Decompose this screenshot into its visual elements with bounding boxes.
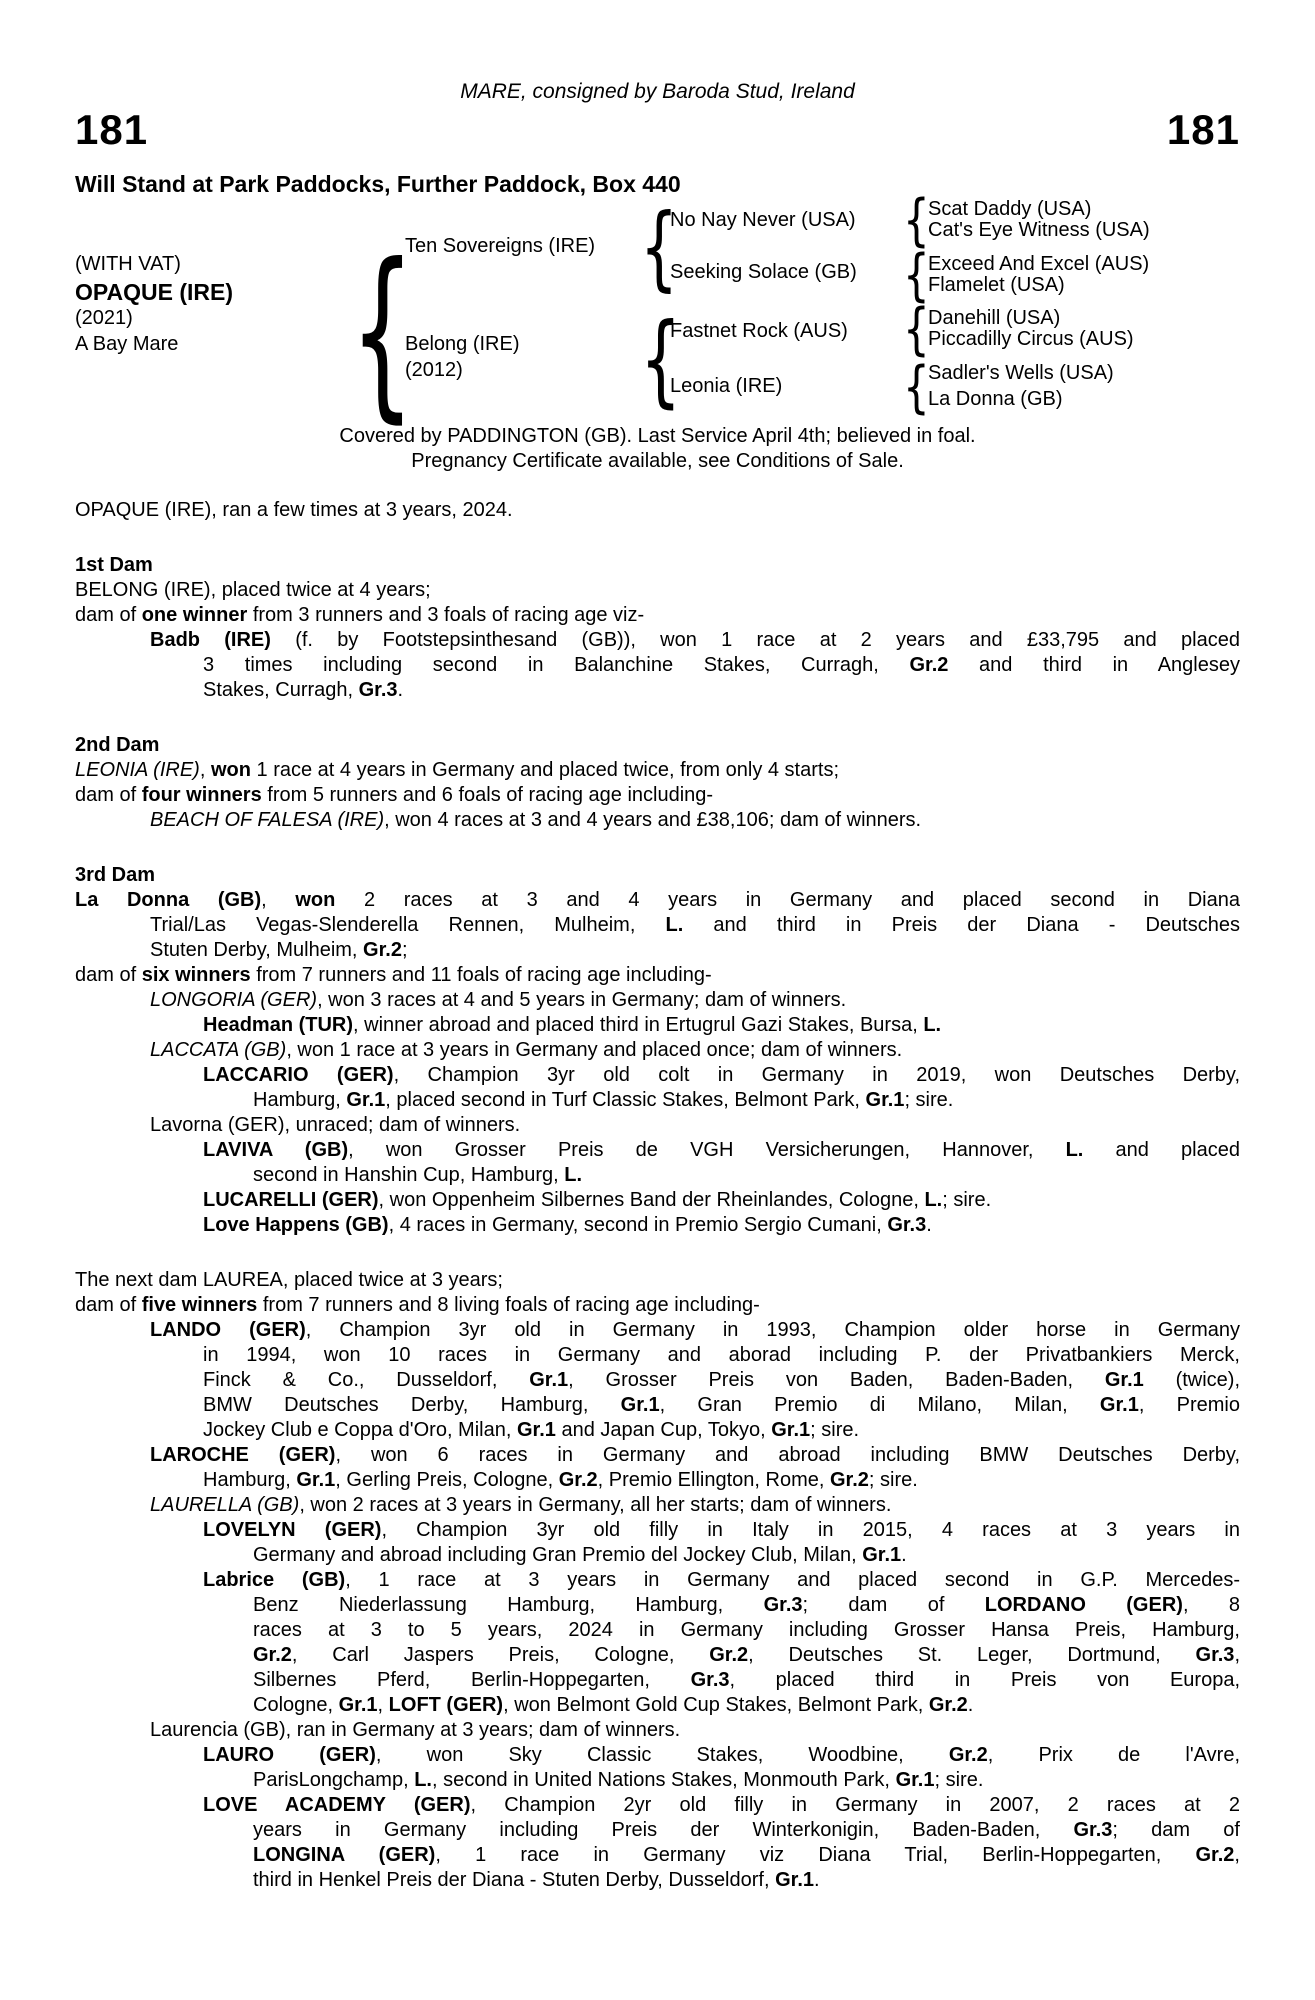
italic-name-text: LEONIA (IRE) xyxy=(75,759,200,781)
pedigree-brace-icon: { xyxy=(903,297,930,362)
catalogue-line xyxy=(75,758,1240,783)
plain-text: Lavorna (GER), unraced; dam of winners. xyxy=(150,1114,521,1136)
emphasis-text: Gr.1 xyxy=(1099,1394,1139,1416)
pedigree-brace-icon: { xyxy=(350,223,415,440)
stand-location-line: Will Stand at Park Paddocks, Further Paddock, Box 440 xyxy=(75,171,681,197)
section-gap xyxy=(75,833,1240,863)
covering-statement: Covered by PADDINGTON (GB). Last Service April 4th; believed in foal. xyxy=(339,425,976,447)
horse-foaling-year: (2021) xyxy=(75,307,133,329)
plain-text: Cologne, xyxy=(253,1694,339,1716)
catalogue-line xyxy=(75,578,1240,603)
plain-text: . xyxy=(814,1869,820,1891)
plain-text: , Gran Premio di Milano, Milan, xyxy=(659,1394,1100,1416)
plain-text: , winner abroad and placed third in Ertugrul Gazi Stakes, Bursa, xyxy=(353,1014,924,1036)
plain-text: , second in United Nations Stakes, Monmouth Park, xyxy=(431,1769,896,1791)
emphasis-text: L. xyxy=(665,914,684,936)
catalogue-line xyxy=(75,628,1240,653)
emphasis-text: LONGINA (GER) xyxy=(253,1844,436,1866)
catalogue-line xyxy=(75,1163,1240,1188)
catalogue-line xyxy=(75,1818,1240,1843)
catalogue-line xyxy=(75,1393,1240,1418)
catalogue-line xyxy=(75,678,1240,703)
emphasis-text: Gr.2 xyxy=(829,1469,869,1491)
plain-text: and third in Preis der Diana - Deutsches xyxy=(683,914,1240,936)
catalogue-line xyxy=(75,783,1240,808)
plain-text: , Gerling Preis, Cologne, xyxy=(335,1469,559,1491)
plain-text: 2 races at 3 and 4 years in Germany and placed second in Diana xyxy=(335,889,1240,911)
catalogue-line xyxy=(75,1293,1240,1318)
great-grandparent-name: Flamelet (USA) xyxy=(928,274,1065,296)
catalogue-line xyxy=(75,888,1240,913)
emphasis-text: Gr.1 xyxy=(771,1419,811,1441)
catalogue-line xyxy=(75,1063,1240,1088)
lot-number-right: 181 xyxy=(1166,106,1240,153)
catalogue-line xyxy=(75,963,1240,988)
plain-text: second in Hanshin Cup, Hamburg, xyxy=(253,1164,565,1186)
plain-text: Finck & Co., Dusseldorf, xyxy=(203,1369,530,1391)
plain-text: Hamburg, xyxy=(203,1469,297,1491)
catalogue-line xyxy=(75,938,1240,963)
horse-name: OPAQUE (IRE) xyxy=(75,279,234,305)
plain-text: from 5 runners and 6 foals of racing age including- xyxy=(261,784,714,806)
pedigree-brace-icon: { xyxy=(640,194,679,301)
italic-name-text: LAURELLA (GB) xyxy=(150,1494,300,1516)
plain-text: , won 4 races at 3 and 4 years and £38,106; dam of winners. xyxy=(384,809,922,831)
plain-text: . xyxy=(901,1544,907,1566)
great-grandparent-name: La Donna (GB) xyxy=(928,388,1063,410)
plain-text: , 8 xyxy=(1182,1594,1240,1616)
emphasis-text: Gr.1 xyxy=(862,1544,902,1566)
plain-text: from 7 runners and 8 living foals of racing age including- xyxy=(257,1294,760,1316)
plain-text: ; sire. xyxy=(904,1089,954,1111)
plain-text: ; sire. xyxy=(868,1469,918,1491)
plain-text: , Prix de l'Avre, xyxy=(987,1744,1241,1766)
emphasis-text: Gr.3 xyxy=(690,1669,730,1691)
plain-text: ; sire. xyxy=(934,1769,984,1791)
emphasis-text: won xyxy=(295,889,336,911)
emphasis-text: Gr.1 xyxy=(338,1694,378,1716)
plain-text: ; xyxy=(401,939,408,961)
catalogue-line xyxy=(75,1188,1240,1213)
catalogue-line xyxy=(75,1013,1240,1038)
plain-text: ; dam of xyxy=(802,1594,985,1616)
plain-text: BMW Deutsches Derby, Hamburg, xyxy=(203,1394,621,1416)
emphasis-text: LORDANO (GER) xyxy=(984,1594,1183,1616)
emphasis-text: LAVIVA (GB) xyxy=(203,1139,349,1161)
emphasis-text: Gr.3 xyxy=(1073,1819,1113,1841)
sire-sire-name: No Nay Never (USA) xyxy=(670,209,856,231)
plain-text: , won Belmont Gold Cup Stakes, Belmont Park, xyxy=(503,1694,929,1716)
plain-text: , xyxy=(377,1694,389,1716)
emphasis-text: Gr.1 xyxy=(865,1089,905,1111)
plain-text: ; sire. xyxy=(942,1189,992,1211)
plain-text: , Champion 3yr old filly in Italy in 2015, 4 races at 3 years in xyxy=(381,1519,1240,1541)
plain-text: Jockey Club e Coppa d'Oro, Milan, xyxy=(203,1419,517,1441)
catalogue-line xyxy=(75,1843,1240,1868)
catalogue-line xyxy=(75,1138,1240,1163)
plain-text: races at 3 to 5 years, 2024 in Germany including Grosser Hansa Preis, Hamburg, xyxy=(253,1619,1240,1641)
emphasis-text: Gr.2 xyxy=(928,1694,968,1716)
great-grandparent-name: Exceed And Excel (AUS) xyxy=(928,253,1150,275)
section-heading: 1st Dam xyxy=(75,554,153,576)
plain-text: , xyxy=(1234,1644,1240,1666)
catalogue-line xyxy=(75,603,1240,628)
plain-text: dam of xyxy=(75,1294,142,1316)
emphasis-text: four winners xyxy=(141,784,262,806)
catalogue-line xyxy=(75,1643,1240,1668)
italic-name-text: BEACH OF FALESA (IRE) xyxy=(150,809,385,831)
emphasis-text: won xyxy=(210,759,251,781)
italic-name-text: LONGORIA (GER) xyxy=(150,989,318,1011)
emphasis-text: five winners xyxy=(141,1294,258,1316)
plain-text: , Premio Ellington, Rome, xyxy=(597,1469,830,1491)
dam-dam-name: Leonia (IRE) xyxy=(670,375,783,397)
emphasis-text: Gr.3 xyxy=(1195,1644,1235,1666)
plain-text: , Premio xyxy=(1138,1394,1240,1416)
plain-text: , xyxy=(199,759,211,781)
emphasis-text: LANDO (GER) xyxy=(150,1319,306,1341)
catalogue-line xyxy=(75,808,1240,833)
plain-text: in 1994, won 10 races in Germany and aborad including P. der Privatbankiers Merck, xyxy=(203,1344,1240,1366)
emphasis-text: Gr.1 xyxy=(516,1419,556,1441)
emphasis-text: Gr.1 xyxy=(1104,1369,1144,1391)
catalogue-line xyxy=(75,1493,1240,1518)
emphasis-text: Gr.1 xyxy=(296,1469,336,1491)
catalogue-line xyxy=(75,1618,1240,1643)
catalogue-line xyxy=(75,1543,1240,1568)
consignor-line: MARE, consigned by Baroda Stud, Ireland xyxy=(460,80,855,103)
emphasis-text: one winner xyxy=(141,604,248,626)
plain-text: from 7 runners and 11 foals of racing age including- xyxy=(250,964,712,986)
great-grandparent-name: Cat's Eye Witness (USA) xyxy=(928,219,1150,241)
horse-description: A Bay Mare xyxy=(75,333,179,355)
catalogue-line xyxy=(75,1868,1240,1893)
emphasis-text: L. xyxy=(923,1014,942,1036)
emphasis-text: Gr.2 xyxy=(558,1469,598,1491)
plain-text: and third in Anglesey xyxy=(948,654,1240,676)
section-gap xyxy=(75,523,1240,553)
plain-text: , won 6 races in Germany and abroad including BMW Deutsches Derby, xyxy=(335,1444,1240,1466)
plain-text: , won 1 race at 3 years in Germany and placed once; dam of winners. xyxy=(286,1039,903,1061)
section-gap xyxy=(75,703,1240,733)
emphasis-text: L. xyxy=(1065,1139,1084,1161)
plain-text: OPAQUE (IRE), ran a few times at 3 years, 2024. xyxy=(75,499,513,521)
sire-name: Ten Sovereigns (IRE) xyxy=(405,235,596,257)
catalogue-line xyxy=(75,1368,1240,1393)
emphasis-text: LACCARIO (GER) xyxy=(203,1064,394,1086)
catalogue-line xyxy=(75,1343,1240,1368)
plain-text: . xyxy=(926,1214,932,1236)
plain-text: , Champion 2yr old filly in Germany in 2007, 2 races at 2 xyxy=(470,1794,1240,1816)
plain-text: 1 race at 4 years in Germany and placed twice, from only 4 starts; xyxy=(250,759,840,781)
plain-text: ; dam of xyxy=(1112,1819,1240,1841)
catalogue-line xyxy=(75,1593,1240,1618)
plain-text: , xyxy=(261,889,296,911)
emphasis-text: LOFT (GER) xyxy=(388,1694,504,1716)
plain-text: ParisLongchamp, xyxy=(253,1769,415,1791)
great-grandparent-name: Sadler's Wells (USA) xyxy=(928,362,1114,384)
emphasis-text: L. xyxy=(924,1189,943,1211)
plain-text: (twice), xyxy=(1143,1369,1241,1391)
emphasis-text: Gr.2 xyxy=(253,1644,292,1666)
emphasis-text: Gr.1 xyxy=(529,1369,569,1391)
emphasis-text: L. xyxy=(414,1769,432,1791)
emphasis-text: Gr.1 xyxy=(346,1089,386,1111)
catalogue-line xyxy=(75,1443,1240,1468)
section-gap xyxy=(75,1238,1240,1268)
catalogue-line xyxy=(75,1793,1240,1818)
dam-name: Belong (IRE) xyxy=(405,333,520,355)
lot-number-left: 181 xyxy=(75,106,149,153)
emphasis-text: Gr.2 xyxy=(1195,1844,1235,1866)
italic-name-text: LACCATA (GB) xyxy=(150,1039,287,1061)
pedigree-brace-icon: { xyxy=(903,355,930,420)
plain-text: Germany and abroad including Gran Premio del Jockey Club, Milan, xyxy=(253,1544,863,1566)
dam-foaling-year: (2012) xyxy=(405,359,463,381)
emphasis-text: Gr.2 xyxy=(909,654,949,676)
emphasis-text: LAURO (GER) xyxy=(203,1744,376,1766)
catalogue-line xyxy=(75,1418,1240,1443)
plain-text: , placed second in Turf Classic Stakes, Belmont Park, xyxy=(385,1089,866,1111)
catalogue-line xyxy=(75,1718,1240,1743)
plain-text: years in Germany including Preis der Winterkonigin, Baden-Baden, xyxy=(253,1819,1074,1841)
plain-text: 3 times including second in Balanchine Stakes, Curragh, xyxy=(203,654,910,676)
emphasis-text: L. xyxy=(564,1164,583,1186)
emphasis-text: Gr.1 xyxy=(895,1769,935,1791)
plain-text: . xyxy=(967,1694,974,1716)
catalogue-line xyxy=(75,1693,1240,1718)
catalogue-line xyxy=(75,1038,1240,1063)
plain-text: , 1 race in Germany viz Diana Trial, Berlin-Hoppegarten, xyxy=(435,1844,1196,1866)
vat-note: (WITH VAT) xyxy=(75,253,181,275)
catalogue-line xyxy=(75,1743,1240,1768)
emphasis-text: Gr.2 xyxy=(709,1644,749,1666)
emphasis-text: Labrice (GB) xyxy=(203,1569,346,1591)
catalogue-line xyxy=(75,1268,1240,1293)
plain-text: and placed xyxy=(1083,1139,1240,1161)
plain-text: and Japan Cup, Tokyo, xyxy=(555,1419,772,1441)
plain-text: Hamburg, xyxy=(253,1089,347,1111)
plain-text: BELONG (IRE), placed twice at 4 years; xyxy=(75,579,431,601)
emphasis-text: Badb (IRE) xyxy=(150,629,271,651)
great-grandparent-name: Piccadilly Circus (AUS) xyxy=(928,328,1134,350)
pedigree-brace-icon: { xyxy=(903,243,930,308)
catalogue-line xyxy=(75,988,1240,1013)
plain-text: , Champion 3yr old in Germany in 1993, Champion older horse in Germany xyxy=(305,1319,1240,1341)
catalogue-line xyxy=(75,1668,1240,1693)
emphasis-text: Headman (TUR) xyxy=(203,1014,354,1036)
plain-text: . xyxy=(397,679,404,701)
pedigree-brace-icon: { xyxy=(640,301,682,418)
catalogue-line xyxy=(75,1318,1240,1343)
emphasis-text: Gr.1 xyxy=(775,1869,815,1891)
plain-text: , placed third in Preis von Europa, xyxy=(729,1669,1240,1691)
plain-text: , won Sky Classic Stakes, Woodbine, xyxy=(375,1744,949,1766)
plain-text: , xyxy=(1234,1844,1240,1866)
plain-text: Benz Niederlassung Hamburg, Hamburg, xyxy=(253,1594,764,1616)
plain-text: , Deutsches St. Leger, Dortmund, xyxy=(748,1644,1196,1666)
emphasis-text: Gr.2 xyxy=(948,1744,988,1766)
plain-text: , won Grosser Preis de VGH Versicherungen, Hannover, xyxy=(348,1139,1066,1161)
emphasis-text: six winners xyxy=(141,964,251,986)
emphasis-text: LUCARELLI (GER) xyxy=(203,1189,379,1211)
emphasis-text: Gr.3 xyxy=(763,1594,803,1616)
emphasis-text: Love Happens (GB) xyxy=(203,1214,389,1236)
catalogue-line xyxy=(75,1518,1240,1543)
catalogue-line xyxy=(75,1468,1240,1493)
plain-text: The next dam LAUREA, placed twice at 3 years; xyxy=(75,1269,503,1291)
pregnancy-certificate-note: Pregnancy Certificate available, see Conditions of Sale. xyxy=(411,450,904,472)
plain-text: ; sire. xyxy=(810,1419,860,1441)
plain-text: third in Henkel Preis der Diana - Stuten Derby, Dusseldorf, xyxy=(253,1869,776,1891)
emphasis-text: LOVELYN (GER) xyxy=(203,1519,382,1541)
section-heading: 3rd Dam xyxy=(75,864,156,886)
catalogue-line xyxy=(75,498,1240,523)
catalogue-line xyxy=(75,1768,1240,1793)
plain-text: dam of xyxy=(75,604,142,626)
catalogue-line xyxy=(75,1113,1240,1138)
great-grandparent-name: Scat Daddy (USA) xyxy=(928,198,1092,220)
plain-text: Trial/Las Vegas-Slenderella Rennen, Mulheim, xyxy=(150,914,666,936)
emphasis-text: Gr.3 xyxy=(887,1214,927,1236)
sire-dam-name: Seeking Solace (GB) xyxy=(670,261,857,283)
catalogue-line xyxy=(75,1088,1240,1113)
catalogue-line xyxy=(75,913,1240,938)
plain-text: , Carl Jaspers Preis, Cologne, xyxy=(291,1644,710,1666)
catalogue-line xyxy=(75,653,1240,678)
plain-text: Stuten Derby, Mulheim, xyxy=(150,939,364,961)
plain-text: dam of xyxy=(75,964,142,986)
plain-text: , won Oppenheim Silbernes Band der Rheinlandes, Cologne, xyxy=(378,1189,925,1211)
dam-sire-name: Fastnet Rock (AUS) xyxy=(670,320,848,342)
plain-text: , won 2 races at 3 years in Germany, all her starts; dam of winners. xyxy=(299,1494,892,1516)
emphasis-text: Gr.2 xyxy=(363,939,402,961)
plain-text: , Champion 3yr old colt in Germany in 2019, won Deutsches Derby, xyxy=(393,1064,1240,1086)
plain-text: , 1 race at 3 years in Germany and placed second in G.P. Mercedes- xyxy=(345,1569,1240,1591)
section-heading: 2nd Dam xyxy=(75,734,160,756)
plain-text: , won 3 races at 4 and 5 years in Germany; dam of winners. xyxy=(317,989,847,1011)
catalogue-body xyxy=(75,498,1240,1893)
emphasis-text: LAROCHE (GER) xyxy=(150,1444,336,1466)
plain-text: dam of xyxy=(75,784,142,806)
plain-text: Silbernes Pferd, Berlin-Hoppegarten, xyxy=(253,1669,691,1691)
plain-text: (f. by Footstepsinthesand (GB)), won 1 race at 2 years and £33,795 and placed xyxy=(270,629,1240,651)
emphasis-text: Gr.3 xyxy=(358,679,398,701)
great-grandparent-name: Danehill (USA) xyxy=(928,307,1061,329)
plain-text: , 4 races in Germany, second in Premio Sergio Cumani, xyxy=(388,1214,888,1236)
plain-text: Stakes, Curragh, xyxy=(203,679,359,701)
pedigree-brace-icon: { xyxy=(903,188,930,253)
plain-text: from 3 runners and 3 foals of racing age viz- xyxy=(247,604,645,626)
catalogue-line xyxy=(75,1213,1240,1238)
catalogue-line xyxy=(75,1568,1240,1593)
plain-text: Laurencia (GB), ran in Germany at 3 years; dam of winners. xyxy=(150,1719,681,1741)
emphasis-text: Gr.1 xyxy=(620,1394,660,1416)
plain-text: , Grosser Preis von Baden, Baden-Baden, xyxy=(568,1369,1105,1391)
emphasis-text: LOVE ACADEMY (GER) xyxy=(203,1794,471,1816)
emphasis-text: La Donna (GB) xyxy=(75,889,262,911)
